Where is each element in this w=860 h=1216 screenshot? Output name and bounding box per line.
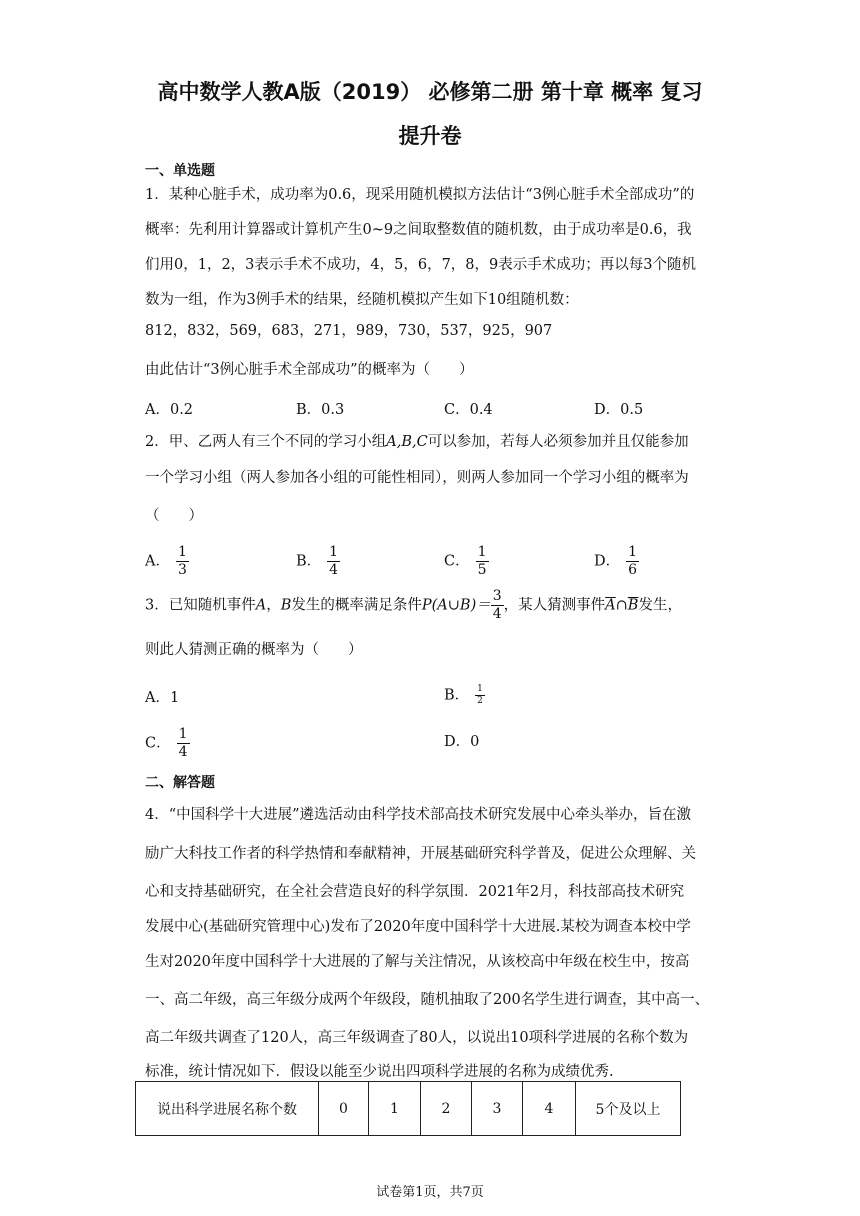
- q4-line: 标准，统计情况如下．假设以能至少说出四项科学进展的名称为成绩优秀.: [145, 1064, 614, 1080]
- table-cell: 1: [369, 1082, 421, 1136]
- q2-group-vars: A,B,C: [386, 434, 428, 450]
- q1-line: 由此估计“3例心脏手术全部成功”的概率为（ ）: [145, 362, 474, 378]
- fraction: $\frac{3}{4}$: [492, 588, 502, 622]
- section-heading-answer: 二、解答题: [145, 775, 215, 791]
- page-title-line1: 高中数学人教A版（2019） 必修第二册 第十章 概率 复习: [157, 80, 703, 104]
- q4-line: 4．“中国科学十大进展”遴选活动由科学技术部高技术研究发展中心牵头举办，旨在激: [145, 807, 692, 823]
- q3-line: 3．已知随机事件A，B发生的概率满足条件P(A∪B)＝ $\frac{3}{4}$ ，某人猜测事件$\overline{A}\cap\overline{B}$发生，: [145, 588, 682, 622]
- complement-b: $\overline{B}$: [627, 597, 639, 614]
- fraction: $\frac{1}{4}$: [178, 726, 188, 760]
- q1-line: 概率：先利用计算器或计算机产生0~9之间取整数值的随机数，由于成功率是0.6，我: [145, 222, 692, 238]
- q2-text: 2．甲、乙两人有三个不同的学习小组: [145, 434, 387, 450]
- fraction: $\frac{1}{3}$: [177, 544, 187, 578]
- q1-line: 数为一组，作为3例手术的结果，经随机模拟产生如下10组随机数：: [145, 292, 579, 308]
- section-heading-single-choice: 一、单选题: [145, 163, 215, 179]
- q4-line: 励广大科技工作者的科学热情和奉献精神，开展基础研究科学普及，促进公众理解、关: [145, 846, 696, 862]
- q1-line: 们用0，1，2，3表示手术不成功，4，5，6，7，8，9表示手术成功；再以每3个随机: [145, 257, 696, 273]
- q4-line: 高二年级共调查了120人，高三年级调查了80人，以说出10项科学进展的名称个数为: [145, 1030, 689, 1046]
- fraction: $\frac{1}{6}$: [628, 544, 638, 578]
- statistics-table: [135, 1081, 681, 1136]
- q1-option-d: D．0.5: [594, 402, 644, 418]
- q1-option-b: B．0.3: [296, 402, 345, 418]
- q1-random-numbers: 812，832，569，683，271，989，730，537，925，907: [145, 323, 553, 339]
- q4-line: 心和支持基础研究，在全社会营造良好的科学氛围．2021年2月，科技部高技术研究: [145, 884, 685, 900]
- table-cell: 0: [319, 1082, 369, 1136]
- q3-option-c: C． $\frac{1}{4}$: [145, 726, 188, 760]
- q1-line: 1．某种心脏手术，成功率为0.6，现采用随机模拟方法估计“3例心脏手术全部成功”的: [145, 187, 695, 203]
- complement-a: $\overline{A}$: [605, 597, 616, 614]
- q2-line: [145, 432, 720, 452]
- q1-option-c: C．0.4: [444, 402, 493, 418]
- table-header-cell: 说出科学进展名称个数: [136, 1082, 319, 1136]
- table-row: [136, 1082, 681, 1136]
- q2-text: 可以参加，若每人必须参加并且仅能参加: [427, 434, 689, 450]
- q4-line: 一、高二年级，高三年级分成两个年级段，随机抽取了200名学生进行调查，其中高一、: [145, 992, 710, 1008]
- q3-option-b: B． $\frac{1}{2}$: [444, 684, 483, 706]
- q3-option-d: D．0: [444, 734, 480, 750]
- q3-option-a: A．1: [145, 690, 180, 706]
- q2-option-d: D． $\frac{1}{6}$: [594, 544, 638, 578]
- q4-line: 发展中心(基础研究管理中心)发布了2020年度中国科学十大进展.某校为调查本校中学: [145, 919, 691, 935]
- table-cell: 3: [472, 1082, 523, 1136]
- page-footer: 试卷第1页，共7页: [376, 1185, 484, 1200]
- q2-option-b: B． $\frac{1}{4}$: [296, 544, 339, 578]
- q4-line: 生对2020年度中国科学十大进展的了解与关注情况，从该校高中年级在校生中，按高: [145, 954, 690, 970]
- fraction: $\frac{1}{2}$: [477, 684, 483, 706]
- q2-line: （ ）: [145, 508, 203, 524]
- q2-option-c: C． $\frac{1}{5}$: [444, 544, 487, 578]
- q2-option-a: A． $\frac{1}{3}$: [145, 544, 187, 578]
- q2-line: 一个学习小组（两人参加各小组的可能性相同），则两人参加同一个学习小组的概率为: [145, 470, 689, 486]
- q1-option-a: A．0.2: [145, 402, 194, 418]
- fraction: $\frac{1}{4}$: [329, 544, 339, 578]
- q3-line: 则此人猜测正确的概率为（ ）: [145, 642, 363, 658]
- table-cell: 2: [421, 1082, 472, 1136]
- probability-expression: P(A∪B)＝: [421, 597, 491, 614]
- fraction: $\frac{1}{5}$: [477, 544, 487, 578]
- table-cell: 4: [523, 1082, 576, 1136]
- page-title-line2: 提升卷: [398, 124, 462, 148]
- table-cell: 5个及以上: [576, 1082, 681, 1136]
